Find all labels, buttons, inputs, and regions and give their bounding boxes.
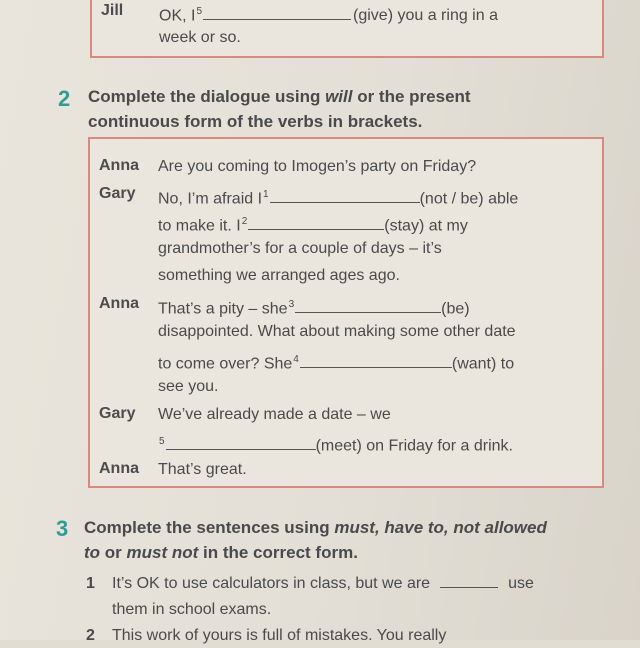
sentence-1-line2: them in school exams. bbox=[112, 601, 272, 618]
ex1-line1-verb: (give) you a ring in a bbox=[353, 7, 498, 25]
dialogue-line: We’ve already made a date – we bbox=[158, 406, 391, 423]
ex1-line-1 bbox=[159, 2, 498, 26]
instr-emph: to bbox=[84, 543, 101, 562]
answer-blank[interactable] bbox=[166, 435, 316, 450]
verb-hint: (stay) at my bbox=[384, 217, 468, 235]
dialogue-line bbox=[158, 432, 513, 456]
line-text: to make it. I bbox=[158, 217, 241, 235]
ex1-line1-text: OK, I bbox=[159, 7, 196, 25]
sentence-number: 2 bbox=[86, 627, 95, 644]
sentence-1 bbox=[86, 572, 534, 596]
speaker-anna: Anna bbox=[99, 295, 139, 312]
exercise-2-instruction-line2: continuous form of the verbs in brackets. bbox=[88, 112, 423, 131]
answer-blank[interactable] bbox=[203, 5, 351, 20]
answer-blank[interactable] bbox=[440, 573, 498, 588]
dialogue-line bbox=[158, 212, 468, 236]
gap-number: 4 bbox=[293, 354, 299, 365]
speaker-gary: Gary bbox=[99, 405, 136, 422]
sentence-1-text: It’s OK to use calculators in class, but we are bbox=[112, 575, 431, 592]
exercise-3-instruction-line2 bbox=[84, 541, 358, 564]
line-text: to come over? She bbox=[158, 355, 293, 373]
speaker-anna: Anna bbox=[99, 460, 139, 477]
dialogue-line: That’s great. bbox=[158, 461, 247, 478]
speaker-jill: Jill bbox=[101, 2, 124, 19]
instr-text: Complete the dialogue using bbox=[88, 87, 326, 106]
dialogue-line: something we arranged ages ago. bbox=[158, 267, 400, 284]
instr-text: in the correct form. bbox=[198, 543, 358, 562]
dialogue-line: see you. bbox=[158, 378, 219, 395]
instr-text: or bbox=[100, 543, 127, 562]
instr-emph: must, have to, not allowed bbox=[334, 518, 547, 537]
dialogue-line: grandmother’s for a couple of days – it’s bbox=[158, 240, 442, 257]
gap-number: 5 bbox=[159, 436, 165, 447]
sentence-2 bbox=[86, 624, 447, 648]
sentence-text bbox=[112, 572, 534, 596]
speaker-gary: Gary bbox=[99, 185, 136, 202]
exercise-2-instruction bbox=[88, 85, 471, 108]
dialogue-line bbox=[158, 185, 518, 209]
dialogue-line bbox=[158, 295, 470, 319]
sentence-number: 1 bbox=[86, 575, 95, 592]
verb-hint: (not / be) able bbox=[419, 190, 519, 208]
verb-hint: (meet) on Friday for a drink. bbox=[315, 437, 513, 455]
answer-blank[interactable] bbox=[248, 215, 384, 230]
instr-emph: must not bbox=[126, 543, 199, 562]
exercise-3-number: 3 bbox=[56, 516, 69, 541]
dialogue-line: Are you coming to Imogen’s party on Friday? bbox=[158, 158, 477, 175]
instr-emph: will bbox=[325, 87, 353, 106]
answer-blank[interactable] bbox=[295, 298, 441, 313]
gap-number: 3 bbox=[288, 299, 295, 310]
gap-number: 1 bbox=[263, 189, 269, 200]
verb-hint: (want) to bbox=[451, 355, 515, 373]
exercise-2-number: 2 bbox=[58, 86, 71, 111]
verb-hint: (be) bbox=[441, 300, 470, 318]
speaker-anna: Anna bbox=[99, 157, 139, 174]
gap-number: 5 bbox=[196, 6, 203, 17]
sentence-2-text: This work of yours is full of mistakes. You really bbox=[112, 627, 447, 644]
exercise-3-instruction bbox=[84, 516, 547, 539]
dialogue-line bbox=[158, 350, 514, 374]
answer-blank[interactable] bbox=[300, 353, 452, 368]
instr-text: or the present bbox=[352, 87, 471, 106]
gap-number: 2 bbox=[241, 216, 248, 227]
ex1-line-2: week or so. bbox=[159, 29, 241, 46]
sentence-1-tail: use bbox=[508, 575, 534, 592]
dialogue-line: disappointed. What about making some other date bbox=[158, 323, 516, 340]
line-text: That’s a pity – she bbox=[158, 300, 288, 318]
answer-blank[interactable] bbox=[270, 188, 420, 203]
instr-text: Complete the sentences using bbox=[84, 518, 335, 537]
line-text: No, I’m afraid I bbox=[158, 190, 263, 208]
